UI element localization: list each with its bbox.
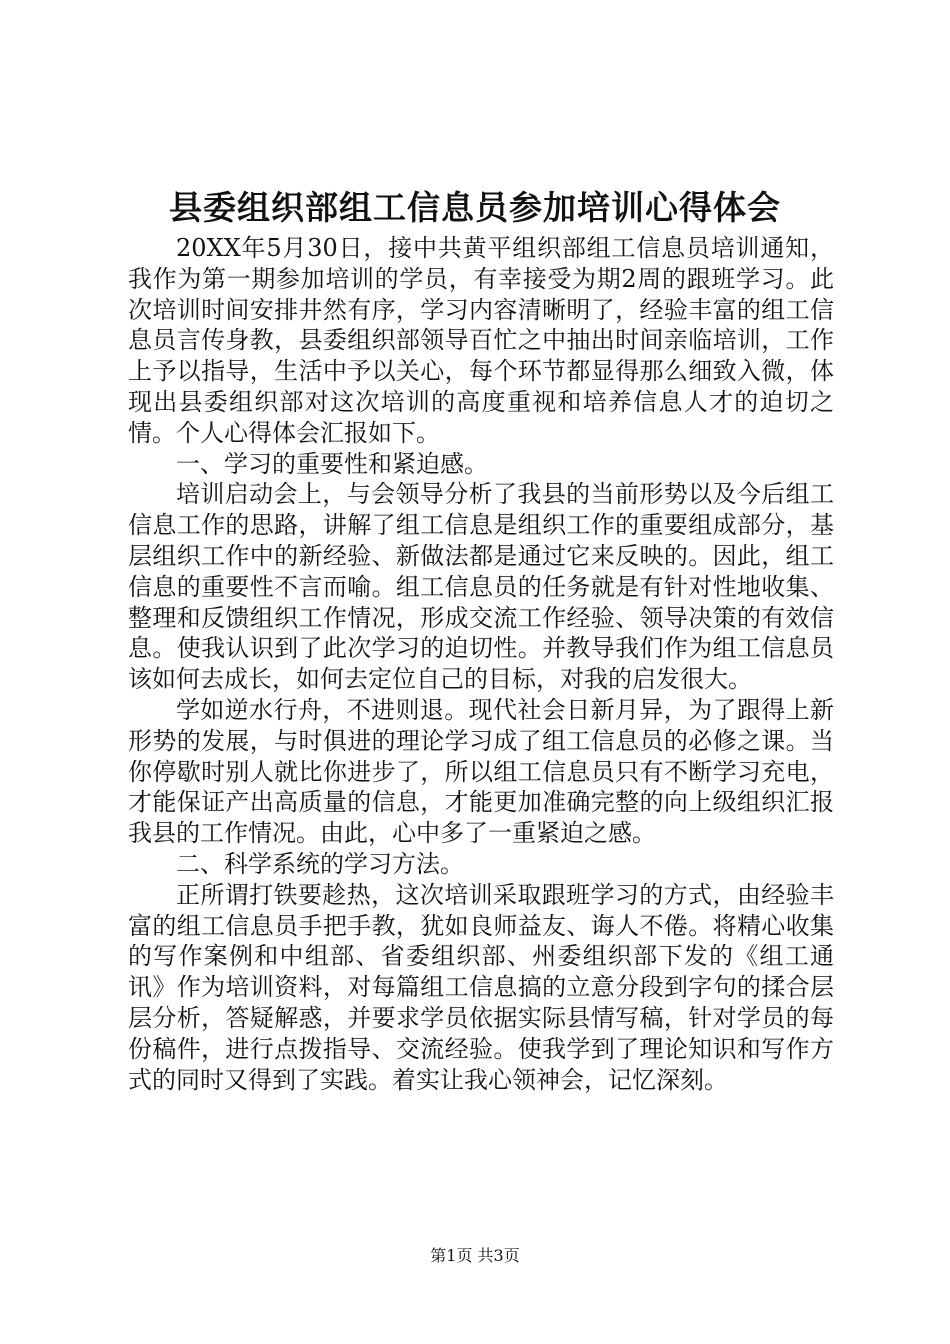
document-title: 县委组织部组工信息员参加培训心得体会 (169, 188, 781, 227)
paragraph-section-1b: 学如逆水行舟，不进则退。现代社会日新月异，为了跟得上新形势的发展，与时俱进的理论学习成了组工信息员的必修之课。当你停歇时别人就比你进步了，所以组工信息员只有不断学习充电，才能保证产出高质量的信息，才能更加准确完整的向上级组织汇报我县的工作情况。由此，心中多了一重紧迫之感。 (128, 695, 834, 848)
section-heading-2: 二、科学系统的学习方法。 (176, 849, 464, 878)
document-body (128, 233, 834, 1095)
section-heading-1: 一、学习的重要性和紧迫感。 (176, 449, 488, 478)
paragraph-intro: 20XX年5月30日，接中共黄平组织部组工信息员培训通知，我作为第一期参加培训的学员，有幸接受为期2周的跟班学习。此次培训时间安排井然有序，学习内容清晰明了，经验丰富的组工信息员言传身教，县委组织部领导百忙之中抽出时间亲临培训，工作上予以指导，生活中予以关心，每个环节都显得那么细致入微，体现出县委组织部对这次培训的高度重视和培养信息人才的迫切之情。个人心得体会汇报如下。 (128, 234, 834, 447)
paragraph-section-2a: 正所谓打铁要趁热，这次培训采取跟班学习的方式，由经验丰富的组工信息员手把手教，犹如良师益友、诲人不倦。将精心收集的写作案例和中组部、省委组织部、州委组织部下发的《组工通讯》作为培训资料，对每篇组工信息搞的立意分段到字句的揉合层层分析，答疑解惑，并要求学员依据实际县情写稿，针对学员的每份稿件，进行点拨指导、交流经验。使我学到了理论知识和写作方式的同时又得到了实践。着实让我心领神会，记忆深刻。 (128, 880, 834, 1094)
page-footer: 第1页 共3页 (430, 1246, 520, 1265)
paragraph-section-1a: 培训启动会上，与会领导分析了我县的当前形势以及今后组工信息工作的思路，讲解了组工信息是组织工作的重要组成部分，基层组织工作中的新经验、新做法都是通过它来反映的。因此，组工信息的重要性不言而喻。组工信息员的任务就是有针对性地收集、整理和反馈组织工作情况，形成交流工作经验、领导决策的有效信息。使我认识到了此次学习的迫切性。并教导我们作为组工信息员该如何去成长，如何去定位自己的目标，对我的启发很大。 (128, 480, 834, 694)
